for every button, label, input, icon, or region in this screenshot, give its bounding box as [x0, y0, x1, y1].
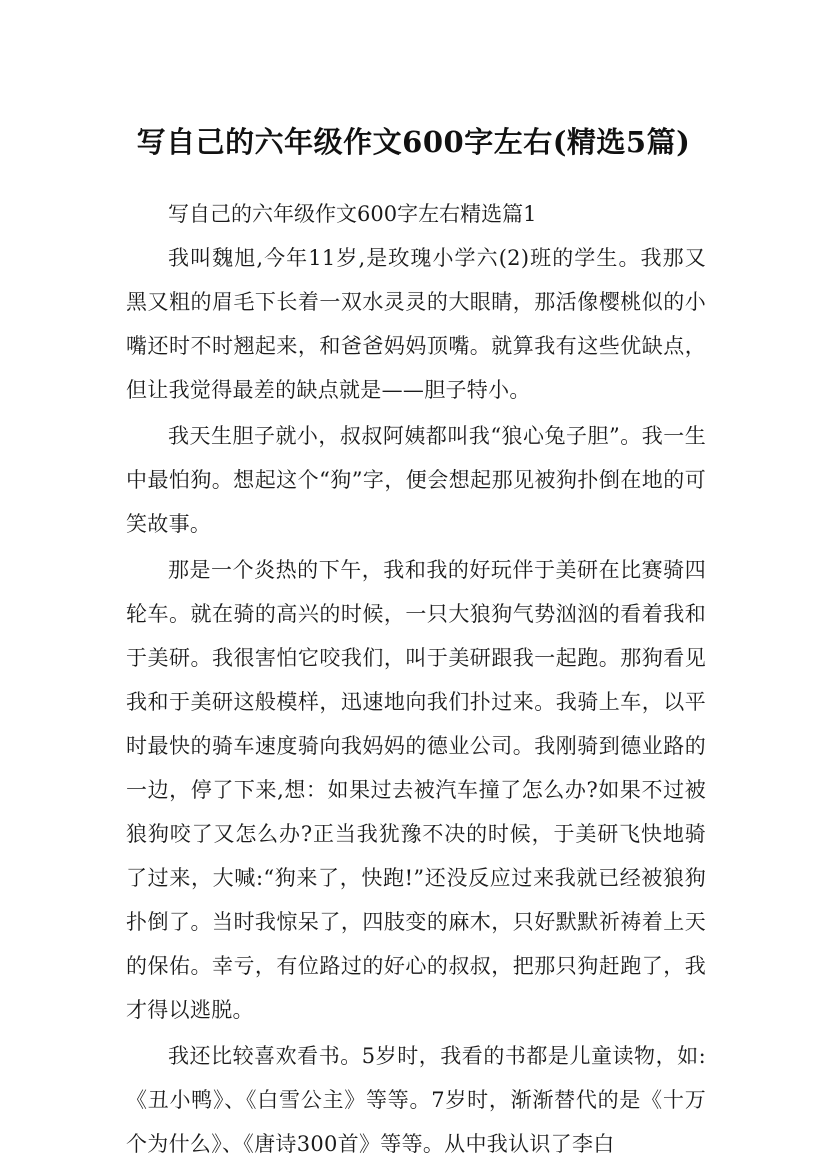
paragraph: 我叫魏旭,今年11岁,是玫瑰小学六(2)班的学生。我那又黑又粗的眉毛下长着一双水灵灵的大眼睛，那活像樱桃似的小嘴还时不时翘起来，和爸爸妈妈顶嘴。就算我有这些优缺点，但让我觉得最差的缺点就是——胆子特小。	[126, 246, 706, 402]
document-body	[126, 192, 706, 1166]
paragraph: 那是一个炎热的下午，我和我的好玩伴于美研在比赛骑四轮车。就在骑的高兴的时候，一只大狼狗气势汹汹的看着我和于美研。我很害怕它咬我们，叫于美研跟我一起跑。那狗看见我和于美研这般模样，迅速地向我们扑过来。我骑上车，以平时最快的骑车速度骑向我妈妈的德业公司。我刚骑到德业路的一边，停了下来,想：如果过去被汽车撞了怎么办?如果不过被狼狗咬了又怎么办?正当我犹豫不决的时候，于美研飞快地骑了过来，大喊:“狗来了，快跑!”还没反应过来我就已经被狼狗扑倒了。当时我惊呆了，四肢变的麻木，只好默默祈祷着上天的保佑。幸亏，有位路过的好心的叔叔，把那只狗赶跑了，我才得以逃脱。	[126, 558, 706, 1022]
document-title: 写自己的六年级作文600字左右(精选5篇)	[136, 125, 691, 160]
section-heading: 写自己的六年级作文600字左右精选篇1	[168, 202, 537, 226]
paragraph: 我天生胆子就小，叔叔阿姨都叫我“狼心兔子胆”。我一生中最怕狗。想起这个“狗”字，便会想起那见被狗扑倒在地的可笑故事。	[126, 424, 706, 536]
paragraph: 我还比较喜欢看书。5岁时，我看的书都是儿童读物，如:《丑小鸭》、《白雪公主》等等。7岁时，渐渐替代的是《十万个为什么》、《唐诗300首》等等。从中我认识了李白	[126, 1044, 706, 1156]
